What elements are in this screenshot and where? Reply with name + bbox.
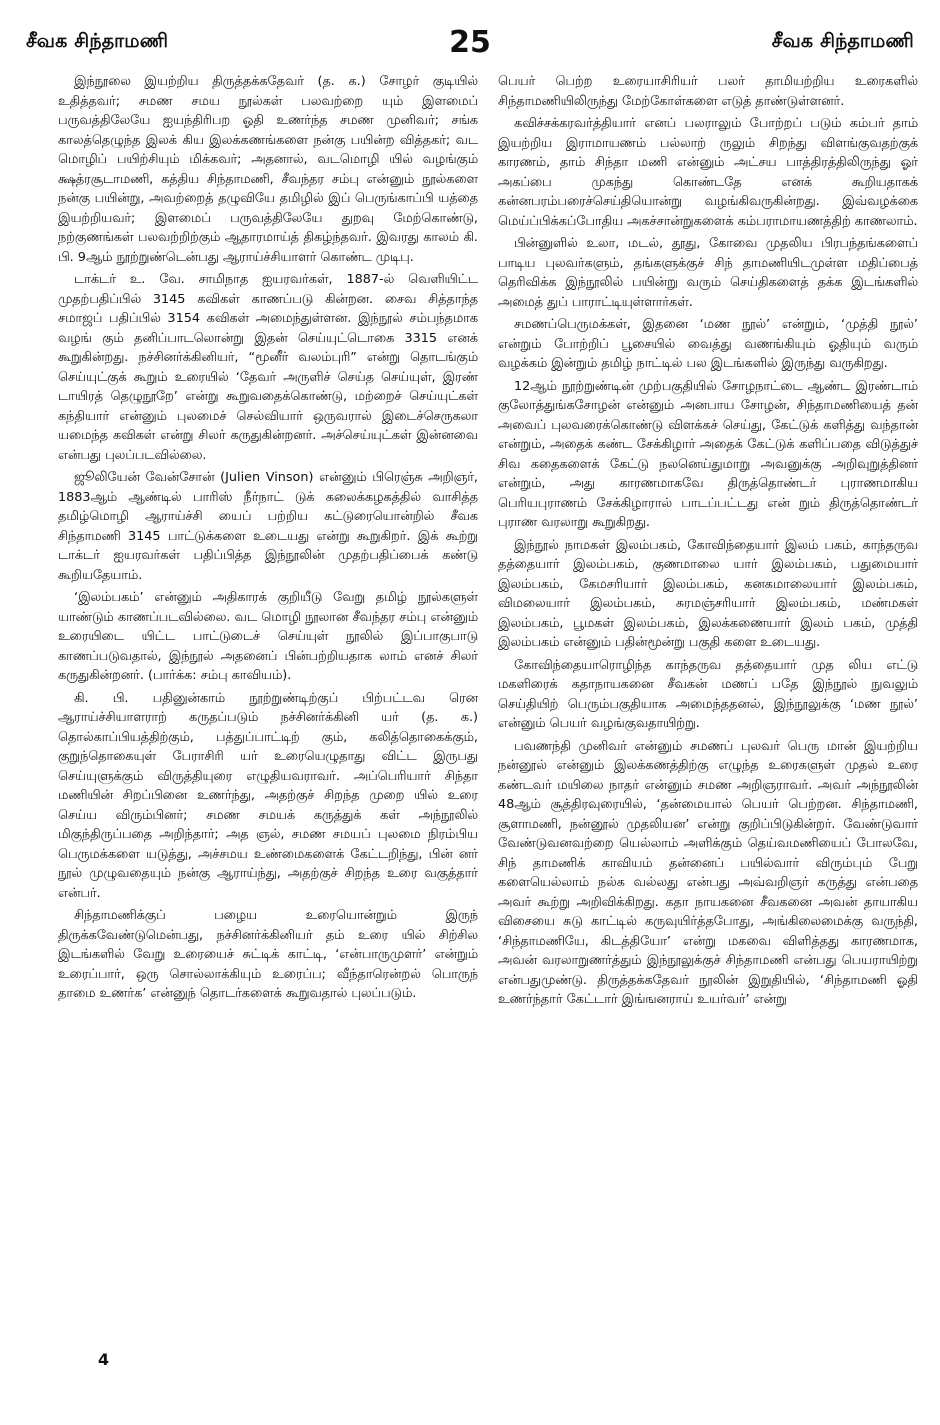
paragraph: ‘இலம்பகம்’ என்னும் அதிகாரக் குறியீடு வேறு தமிழ் நூல்களுள் யாண்டும் காணப்படவில்லை. வட மொழி நூலான சீவந்தர சம்பு என்னும் உரையிடை யிட்ட பாட்டுடைச் செய்யுள் நூலில் இப்பாகுபாடு காணப்படுவதால், இந்நூல் அதனைப் பின்பற்றியதாக லாம் எனச் சிலர் கருதுகின்றனர். (பார்க்க: சம்பு காவியம்). — [58, 590, 478, 683]
paragraph: இந்நூலை இயற்றிய திருத்தக்கதேவர் (த. க.) சோழர் குடியில் உதித்தவர்; சமண சமய நூல்கள் பலவற்றை யும் இளமைப் பருவத்திலேயே ஐயந்திரிபற ஓதி உணர்ந்த சமண முனிவர்; சங்க காலத்தெழுந்த இலக் கிய இலக்கணங்களை நன்கு பயின்ற வித்தகர்; வட மொழிப் பயிற்சியும் மிக்கவர்; அதனால், வடமொழி யில் வழங்கும் க்ஷத்ரசூடாமணி, கத்திய சிந்தாமணி, சீவந்தர சம்பு என்னும் நூல்களை நன்கு பயின்று, அவற்றைத் தழுவியே தமிழில் இப் பெருங்காப்பி யத்தை இயற்றியவர்; இளமைப் பருவத்திலேயே துறவு மேற்கொண்டு, நற்குணங்கள் பலவற்றிற்கும் ஆதாரமாய்த் திகழ்ந்தவர். இவரது காலம் கி. பி. 9ஆம் நூற்றுண்டென்பது ஆராய்ச்சியாளர் கொண்ட முடிபு. — [58, 74, 478, 265]
leaf-number: 4 — [98, 1350, 110, 1369]
paragraph: கோவிந்தையாரொழிந்த காந்தருவ தத்தையார் முத லிய எட்டு மகளிரைக் கதாநாயகனை சீவகன் மணப் பதே இந்நூல் நுவலும் செய்தியிற் பெரும்பகுதியாக அமைந்ததனல், இந்நூலுக்கு ‘மண நூல்’ என்னும் பெயர் வழங்குவதாயிற்று. — [498, 657, 918, 731]
paragraph: பவணந்தி முனிவர் என்னும் சமணப் புலவர் பெரு மான் இயற்றிய நன்னூல் என்னும் இலக்கணத்திற்கு எழுந்த உரைகளுள் முதல் உரை கண்டவர் மயிலை நாதர் என்னும் சமண அறிஞராவர். அவர் அந்நூலின் 48ஆம் சூத்திரவுரையில், ‘தன்மையால் பெயர் பெற்றன. சிந்தாமணி, சூளாமணி, நன்னூல் முதலியன’ என்று குறிப்பிடுகின்றர். வேண்டுவார் வேண்டுவனவற்றை யெல்லாம் அளிக்கும் தெய்வமணியைப் போலவே, சிந் தாமணிக் காவியம் தன்னைப் பயில்வார் விரும்பும் பேறு களையெல்லாம் நல்க வல்லது என்பது அவ்வறிஞர் கருத்து என்பதை அவர் கூற்று அறிவிக்கிறது. கதா நாயகனை சீவகனை அவன் தாயாகிய விசையை சுடு காட்டில் கருவுயிர்த்தபோது, அங்கிலைமைக்கு வருந்தி, ‘சிந்தாமணியே, கிடத்தியோ’ என்று மகவை விளித்தது காரணமாக, அவன் வரலாறுணர்த்தும் இந்நூலுக்குச் சிந்தாமணி என்பது பெயராயிற்று என்பதுமுண்டு. திருத்தக்கதேவர் நூலின் இறுதியில், ‘சிந்தாமணி ஓதி உணர்ந்தார் கேட்டார் இங்ஙனராய் உயர்வர்’ என்று — [498, 738, 918, 1007]
paragraph: கி. பி. பதினுன்காம் நூற்றுண்டிற்குப் பிற்பட்டவ ரென ஆராய்ச்சியாளராற் கருதப்படும் நச்சினர்க்கினி யர் (த. க.) தொல்காப்பியத்திற்கும், பத்துப்பாட்டிற் கும், கலித்தொகைக்கும், குறுந்தொகையுள் பேராசிரி யர் உரையெழுதாது விட்ட இருபது செய்யுளுக்கும் விருத்தியுரை எழுதியவராவர். அப்பெரியார் சிந்தா மணியின் சிறப்பினை உணர்ந்து, அதற்குச் சிறந்த முறை யில் உரை செய்ய விரும்பினர்; சமண சமயக் கருத்துக் கள் அந்நூலில் மிகுந்திருப்பதை அறிந்தார்; அத ஞல், சமண சமயப் புலமை நிரம்பிய பெருமக்களை யடுத்து, அச்சமய உண்மைகளைக் கேட்டறிந்து, பின் னர் நூல் முழுவதையும் நன்கு ஆராய்ந்து, அதற்குச் சிறந்த உரை வகுத்தார் என்பர். — [58, 690, 478, 901]
paragraph: 12ஆம் நூற்றுண்டின் முற்பகுதியில் சோழநாட்டை ஆண்ட இரண்டாம் குலோத்துங்கசோழன் என்னும் அனபாய சோழன், சிந்தாமணியைத் தன் அவைப் புலவரைக்கொண்டு விளக்கச் செய்து, கேட்டுக் களித்து வந்தான் என்றும், அதைக் கண்ட சேக்கிழார் அதைக் கேட்டுக் களிப்பதை விடுத்துச் சிவ கதைகளைக் கேட்டு நலனெய்துமாறு அவனுக்கு அறிவுறுத்தினர் என்றும், அது காரணமாகவே திருத்தொண்டர் புராணமாகிய பெரியபுராணம் சேக்கிழாரால் பாடப்பட்டது என் றும் திருத்தொண்டர் புராண வரலாறு கூறுகிறது. — [498, 378, 918, 530]
paragraph: இந்நூல் நாமகள் இலம்பகம், கோவிந்தையார் இலம் பகம், காந்தருவ தத்தையார் இலம்பகம், குணமாலை யார் இலம்பகம், பதுமையார் இலம்பகம், கேமசரியார் இலம்பகம், கனகமாலையார் இலம்பகம், விமலையார் இலம்பகம், சுரமஞ்சரியார் இலம்பகம், மண்மகள் இலம்பகம், பூமகள் இலம்பகம், இலக்கணையார் இலம் பகம், முத்தி இலம்பகம் என்னும் பதின்மூன்று பகுதி களை உடையது. — [498, 537, 918, 650]
running-head-left: சீவக சிந்தாமணி — [26, 29, 169, 52]
paragraph: பெயர் பெற்ற உரையாசிரியர் பலர் தாமியற்றிய உரைகளில் சிந்தாமணியிலிருந்து மேற்கோள்களை எடுத் தாண்டுள்ளனர். — [498, 74, 918, 109]
page-number: 25 — [449, 24, 491, 60]
right-column — [498, 72, 918, 1334]
body-columns — [58, 72, 918, 1334]
page-header — [26, 22, 914, 62]
paragraph: பின்னுளில் உலா, மடல், தூது, கோவை முதலிய பிரபந்தங்களைப் பாடிய புலவர்களும், தங்களுக்குச் சிந் தாமணியிடமுள்ள மதிப்பைத் தெரிவிக்க இந்நூலில் பயின்று வரும் செய்திகளைத் தக்க இடங்களில் அமைத் துப் பாராட்டியுள்ளார்கள். — [498, 236, 918, 310]
paragraph: சமணப்பெருமக்கள், இதனை ‘மண நூல்’ என்றும், ‘முத்தி நூல்’ என்றும் போற்றிப் பூசையில் வைத்து வணங்கியும் ஓதியும் வரும் வழக்கம் இன்றும் தமிழ் நாட்டில் பல இடங்களில் இருந்து வருகிறது. — [498, 317, 918, 371]
paragraph: ஜூலியேன் வேன்சோன் (Julien Vinson) என்னும் பிரெஞ்சு அறிஞர், 1883ஆம் ஆண்டில் பாரிஸ் நீர்நாட் டுக் கலைக்கழகத்தில் வாசித்த தமிழ்மொழி ஆராய்ச்சி யைப் பற்றிய கட்டுரையொன்றில் சீவக சிந்தாமணி 3145 பாட்டுக்களை உடையது என்று கூறுகிறர். இக் கூற்று டாக்டர் ஐயரவர்கள் பதிப்பித்த இந்நூலின் முதற்பதிப்பைக் கண்டு கூறியதேயாம். — [58, 470, 478, 583]
paragraph: கவிச்சக்கரவர்த்தியார் எனப் பலராலும் போற்றப் படும் கம்பர் தாம் இயற்றிய இராமாயணம் பல்லாற் ருலும் சிறந்து விளங்குவதற்குக் காரணம், தாம் சிந்தா மணி என்னும் அட்சய பாத்திரத்திலிருந்து ஓர் அகப்பை முகந்து கொண்டதே எனக் கூறியதாகக் கன்னபரம்பரைச்செய்தியொன்று வழங்கிவருகின்றது. இவ்வழக்கை மெய்ப்பிக்கப்போதிய அகச்சான்றுகளைக் கம்பராமாயணத்திற் காணலாம். — [498, 116, 918, 229]
left-column — [58, 72, 478, 1334]
running-head-right: சீவக சிந்தாமணி — [771, 29, 914, 52]
paragraph: சிந்தாமணிக்குப் பழைய உரையொன்றும் இருந் திருக்கவேண்டுமென்பது, நச்சினர்க்கினியர் தம் உரை யில் சிற்சில இடங்களில் வேறு உரையைச் சுட்டிக் காட்டி, ‘என்பாருமுளர்’ என்றும் உரைப்பார், ஒரு சொல்லாக்கியும் உரைப்ப; வீந்தாரென்றல் பொருந் தாமை உணர்க’ என்னுந் தொடர்களைக் கூறுவதால் புலப்படும். — [58, 908, 478, 1001]
paragraph: டாக்டர் உ. வே. சாமிநாத ஐயரவர்கள், 1887-ல் வெளியிட்ட முதற்பதிப்பில் 3145 கவிகள் காணப்படு கின்றன. சைவ சித்தாந்த சமாஜப் பதிப்பில் 3154 கவிகள் அமைந்துள்ளன. இந்நூல் சம்பந்தமாக வழங் கும் தனிப்பாடலொன்று இதன் செய்யுட்டொகை 3315 எனக் கூறுகின்றது. நச்சினர்க்கினியர், “மூனீர் வலம்புரி” என்று தொடங்கும் செய்யுட்குக் கூறும் உரையில் ‘தேவர் அருளிச் செய்த செய்யுள், இரண் டாயிரத் தெழுநூறே’ என்று கூறுவதைக்கொண்டு, மற்றைச் செய்யுட்கள் கந்தியார் என்னும் புலமைச் செல்வியார் ஒருவரால் இடைச்செருகலா யமைந்த கவிகள் என்று சிலர் கருதுகின்றனர். அச்செய்யுட்கள் இன்னவை என்பது புலப்படவில்லை. — [58, 272, 478, 463]
